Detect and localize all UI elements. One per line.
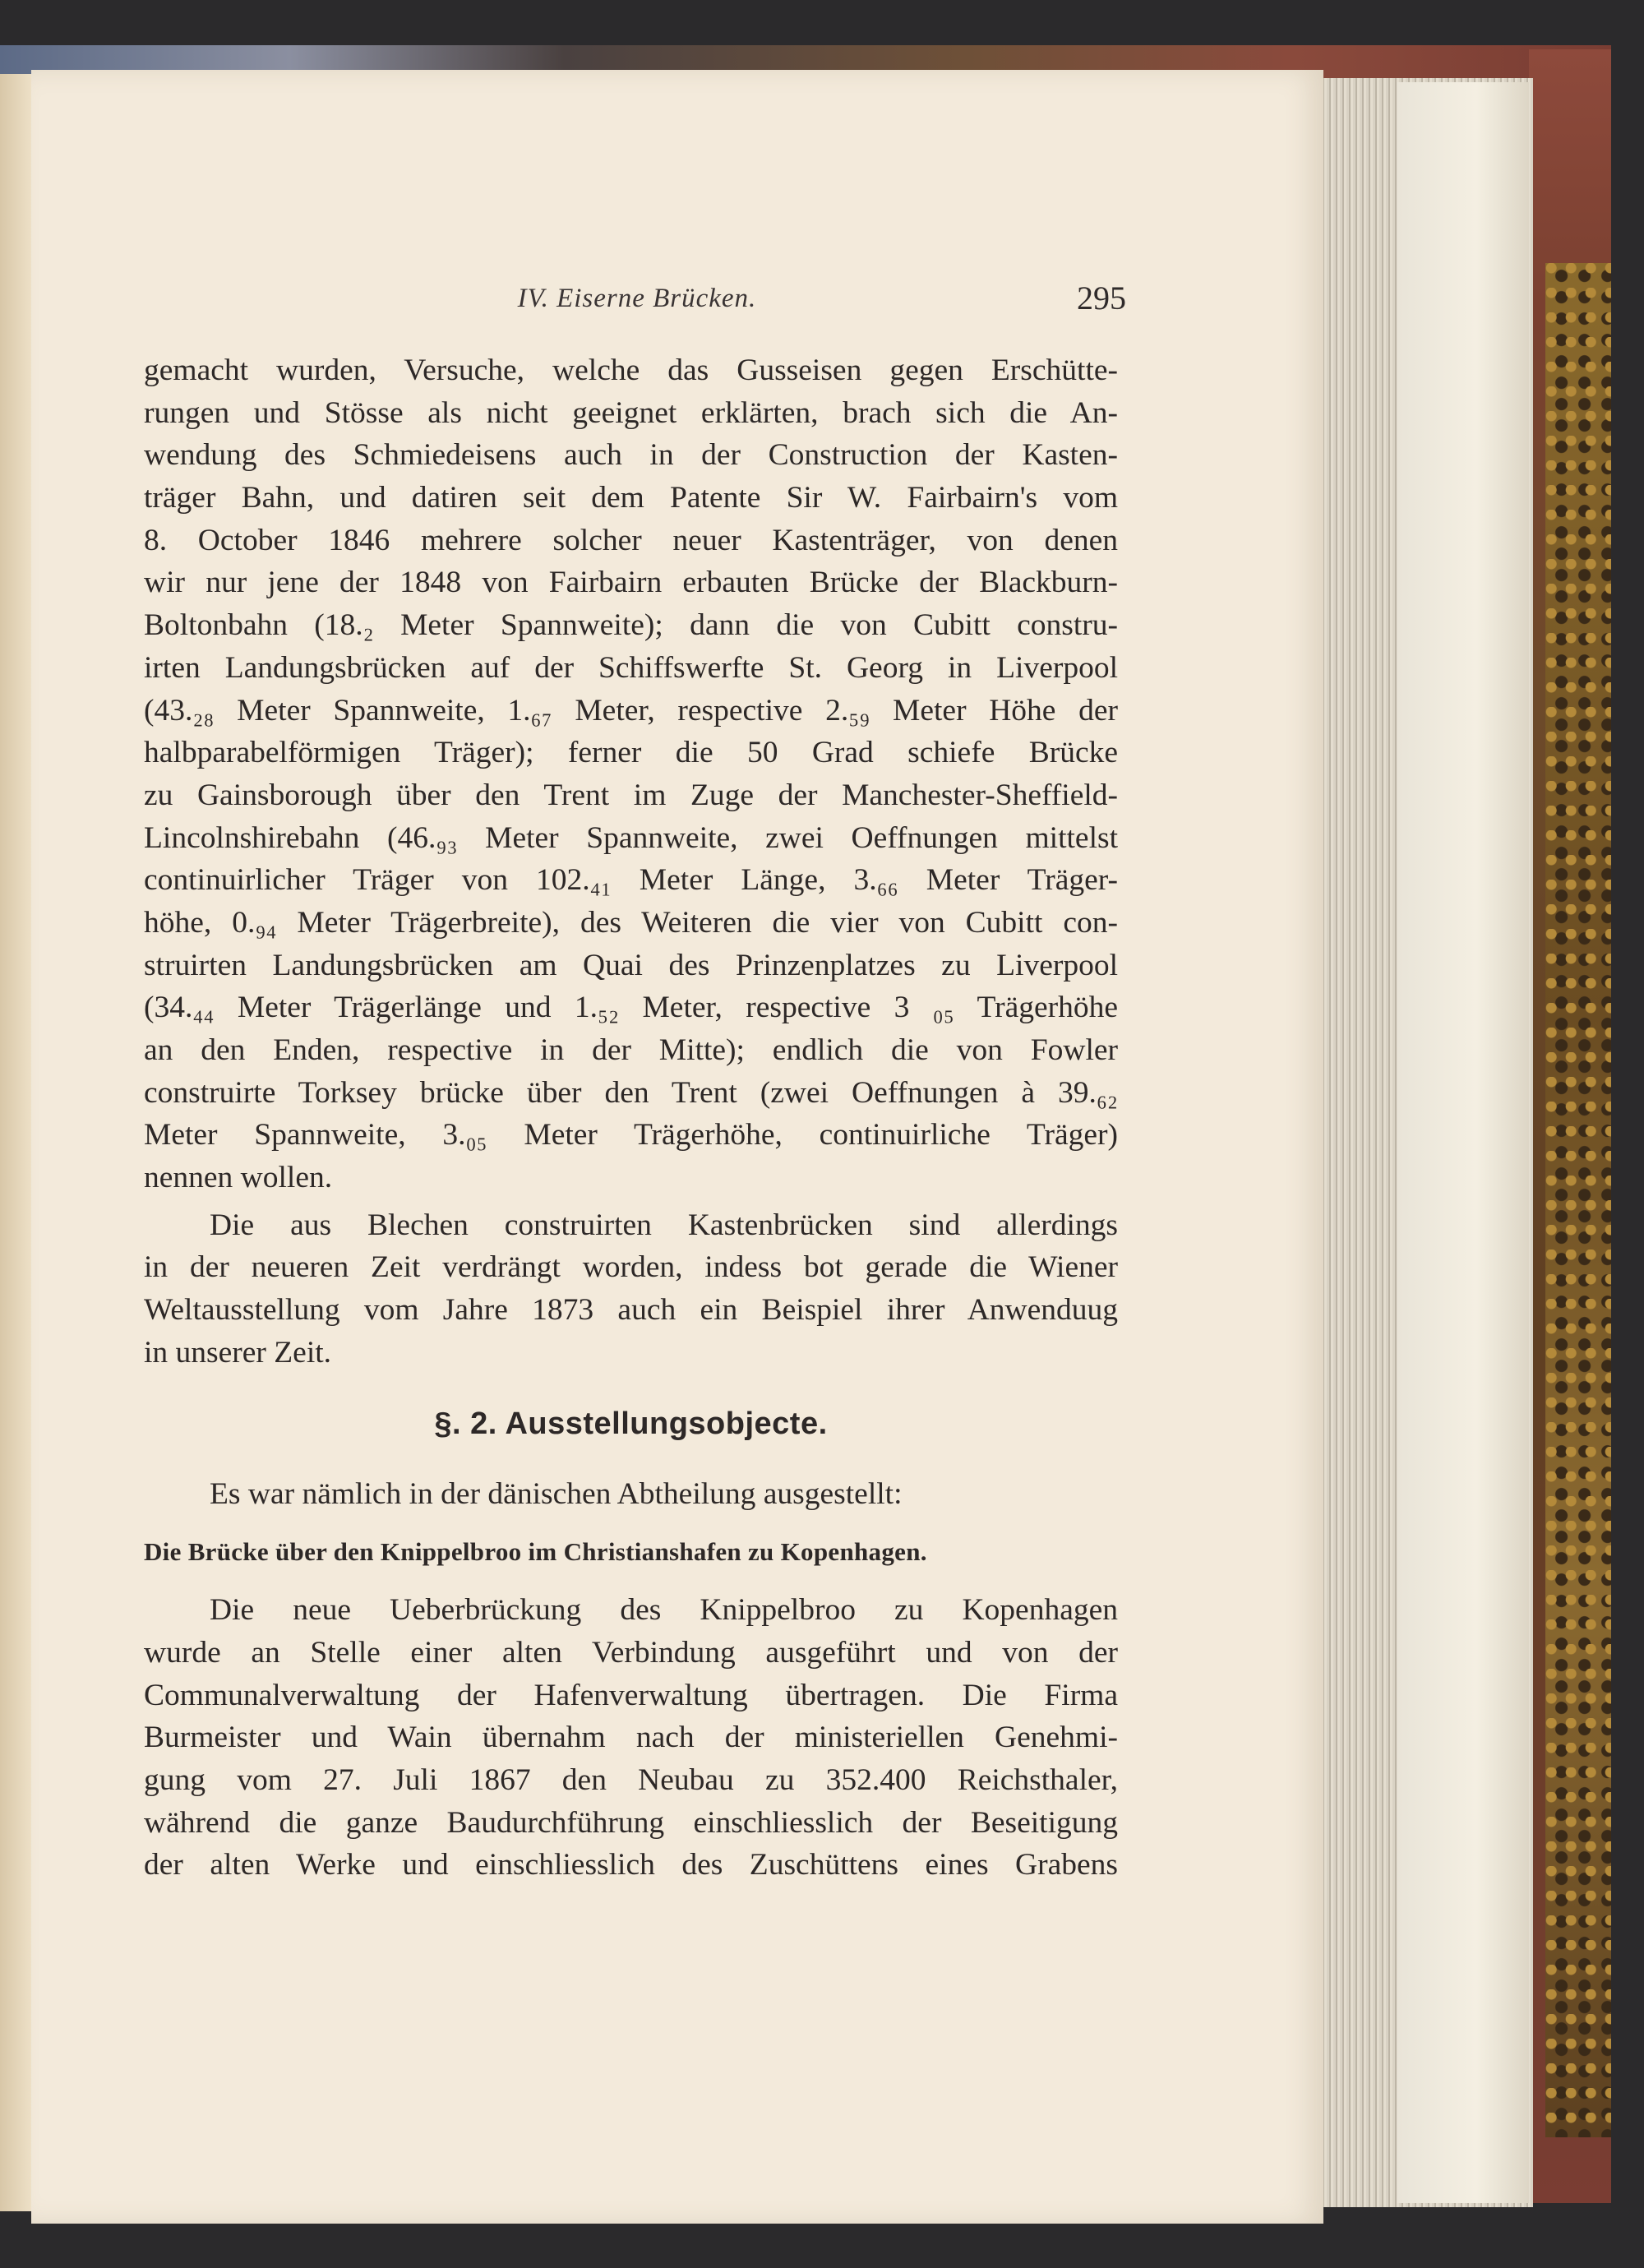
text-line: wendung des Schmiedeisens auch in der Construction der Kasten-	[144, 438, 1118, 473]
text-line: zu Gainsborough über den Trent im Zuge der Manchester-Sheffield-	[144, 778, 1118, 812]
subheading: Die Brücke über den Knippelbroo im Christianshafen zu Kopenhagen.	[144, 1537, 927, 1567]
text-line: an den Enden, respective in der Mitte); endlich die von Fowler	[144, 1033, 1118, 1067]
running-head: IV. Eiserne Brücken.	[517, 284, 757, 313]
left-page-edge	[0, 74, 33, 2211]
text-line: wurde an Stelle einer alten Verbindung ausgeführt und von der	[144, 1635, 1118, 1670]
text-line: halbparabelförmigen Träger); ferner die 50 Grad schiefe Brücke	[144, 736, 1118, 770]
text-line: nennen wollen.	[144, 1161, 333, 1195]
text-line: in der neueren Zeit verdrängt worden, indess bot gerade die Wiener	[144, 1250, 1118, 1285]
text-line: Die neue Ueberbrückung des Knippelbroo zu Kopenhagen	[210, 1593, 1118, 1628]
body-text	[144, 349, 1118, 1887]
page-header	[148, 279, 1126, 325]
text-line: (34.₄₄ Meter Trägerlänge und 1.₅₂ Meter, respective 3 ₀₅ Trägerhöhe	[144, 991, 1118, 1025]
text-line: construirte Torksey brücke über den Trent (zwei Oeffnungen à 39.₆₂	[144, 1075, 1118, 1110]
text-line: irten Landungsbrücken auf der Schiffswerfte St. Georg in Liverpool	[144, 650, 1118, 685]
page-number: 295	[1077, 279, 1126, 316]
text-line: gemacht wurden, Versuche, welche das Gusseisen gegen Erschütte-	[144, 353, 1118, 387]
text-line: der alten Werke und einschliesslich des Zuschüttens eines Grabens	[144, 1848, 1118, 1882]
text-line: 8. October 1846 mehrere solcher neuer Kastenträger, von denen	[144, 523, 1118, 557]
text-line: Boltonbahn (18.₂ Meter Spannweite); dann die von Cubitt constru-	[144, 608, 1118, 643]
text-line: struirten Landungsbrücken am Quai des Prinzenplatzes zu Liverpool	[144, 948, 1118, 982]
text-line: Meter Spannweite, 3.₀₅ Meter Trägerhöhe, continuirliche Träger)	[144, 1118, 1118, 1152]
intro-line: Es war nämlich in der dänischen Abtheilung ausgestellt:	[210, 1476, 903, 1511]
text-line: Burmeister und Wain übernahm nach der ministeriellen Genehmi-	[144, 1721, 1118, 1755]
text-line: während die ganze Baudurchführung einschliesslich der Beseitigung	[144, 1805, 1118, 1840]
text-line: in unserer Zeit.	[144, 1335, 332, 1370]
text-line: continuirlicher Träger von 102.₄₁ Meter Länge, 3.₆₆ Meter Träger-	[144, 863, 1118, 898]
text-line: Weltausstellung vom Jahre 1873 auch ein Beispiel ihrer Anwenduug	[144, 1293, 1118, 1328]
text-line: Die aus Blechen construirten Kastenbrücken sind allerdings	[210, 1208, 1118, 1242]
page-stack-edge	[1397, 82, 1529, 2203]
text-line: rungen und Stösse als nicht geeignet erklärten, brach sich die An-	[144, 395, 1118, 430]
marbled-edge	[1545, 263, 1611, 2137]
paragraph-1	[144, 349, 1118, 1199]
text-line: (43.₂₈ Meter Spannweite, 1.₆₇ Meter, respective 2.₅₉ Meter Höhe der	[144, 693, 1118, 728]
section-heading: §. 2. Ausstellungsobjecte.	[434, 1406, 828, 1441]
text-line: Communalverwaltung der Hafenverwaltung übertragen. Die Firma	[144, 1678, 1118, 1712]
paragraph-3	[144, 1589, 1118, 1887]
paragraph-2	[144, 1204, 1118, 1374]
text-line: höhe, 0.₉₄ Meter Trägerbreite), des Weiteren die vier von Cubitt con-	[144, 905, 1118, 940]
text-line: gung vom 27. Juli 1867 den Neubau zu 352.400 Reichsthaler,	[144, 1762, 1118, 1797]
text-line: träger Bahn, und datiren seit dem Patente Sir W. Fairbairn's vom	[144, 481, 1118, 515]
text-line: wir nur jene der 1848 von Fairbairn erbauten Brücke der Blackburn-	[144, 566, 1118, 600]
text-line: Lincolnshirebahn (46.₉₃ Meter Spannweite, zwei Oeffnungen mittelst	[144, 820, 1118, 855]
